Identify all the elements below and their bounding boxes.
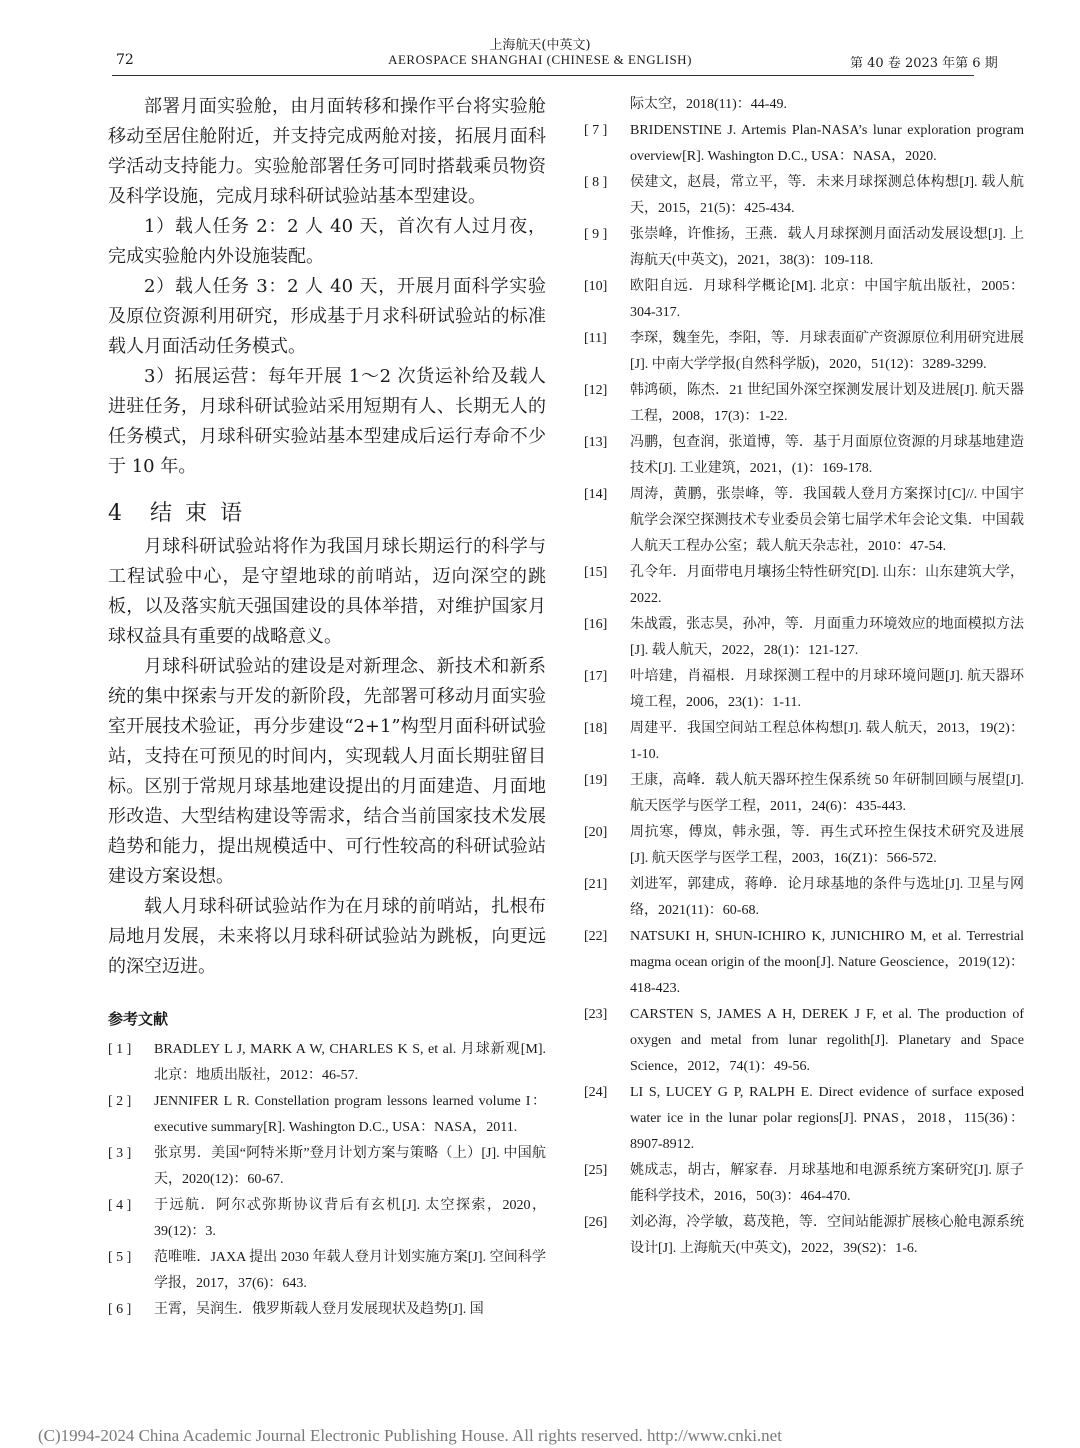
header-rule — [112, 75, 974, 76]
paragraph: 载人月球科研试验站作为在月球的前哨站，扎根布局地月发展，未来将以月球科研试验站为跳板，向更远的深空迈进。 — [108, 896, 546, 977]
reference-text: 孔令年．月面带电月壤扬尘特性研究[D]. 山东：山东建筑大学，2022. — [630, 565, 1024, 606]
reference-text: 姚成志，胡古，解家春．月球基地和电源系统方案研究[J]. 原子能科学技术，2016，50(3)：464-470. — [630, 1163, 1024, 1204]
reference-item — [584, 1080, 1024, 1158]
reference-text: 侯建文，赵晨，常立平，等．未来月球探测总体构想[J]. 载人航天，2015，21(5)：425-434. — [630, 175, 1024, 216]
reference-number: [14] — [584, 487, 608, 502]
reference-number: [20] — [584, 825, 608, 840]
reference-item — [584, 222, 1024, 274]
copyright-footer: (C)1994-2024 China Academic Journal Electronic Publishing House. All rights reserved. http://www.cnki.net — [38, 1426, 782, 1445]
reference-number: [ 1 ] — [108, 1042, 132, 1057]
reference-text: 叶培建，肖福根．月球探测工程中的月球环境问题[J]. 航天器环境工程，2006，23(1)：1-11. — [630, 669, 1024, 710]
references-heading: 参考文献 — [108, 1010, 169, 1028]
reference-text: 韩鸿硕，陈杰．21 世纪国外深空探测发展计划及进展[J]. 航天器工程，2008，17(3)：1-22. — [630, 383, 1024, 424]
reference-item — [584, 716, 1024, 768]
reference-item — [108, 1193, 546, 1245]
reference-text: 周涛，黄鹏，张崇峰，等．我国载人登月方案探讨[C]//. 中国宇航学会深空探测技术专业委员会第七届学术年会论文集．中国载人航天工程办公室；载人航天杂志社，2010：47-54. — [630, 487, 1024, 554]
reference-item — [584, 924, 1024, 1002]
reference-text: 王霄，吴润生．俄罗斯载人登月发展现状及趋势[J]. 国 — [154, 1302, 484, 1317]
reference-item — [584, 560, 1024, 612]
reference-number: [ 8 ] — [584, 175, 608, 190]
reference-text: 朱战霞，张志昊，孙冲，等．月面重力环境效应的地面模拟方法[J]. 载人航天，2022，28(1)：121-127. — [630, 617, 1024, 658]
reference-number: [23] — [584, 1007, 608, 1022]
reference-number: [26] — [584, 1215, 608, 1230]
reference-number: [ 6 ] — [108, 1302, 132, 1317]
reference-continuation — [584, 92, 1024, 118]
reference-text: 于远航．阿尔忒弥斯协议背后有玄机[J]. 太空探索，2020，39(12)：3. — [154, 1198, 546, 1239]
paragraph: 月球科研试验站的建设是对新理念、新技术和新系统的集中探索与开发的新阶段，先部署可移动月面实验室开展技术验证，再分步建设“2+1”构型月面科研试验站，支持在可预见的时间内，实现载人月面长期驻留目标。区别于常规月球基地建设提出的月面建造、月面地形改造、大型结构建设等需求，结合当前国家技术发展趋势和能力，提出规模适中、可行性较高的科研试验站建设方案设想。 — [108, 656, 546, 887]
reference-item — [584, 768, 1024, 820]
reference-item — [108, 1245, 546, 1297]
reference-text: 李琛，魏奎先，李阳，等．月球表面矿产资源原位利用研究进展[J]. 中南大学学报(自然科学版)，2020，51(12)：3289-3299. — [630, 331, 1024, 372]
reference-item — [108, 1141, 546, 1193]
reference-text: 周建平．我国空间站工程总体构想[J]. 载人航天，2013，19(2)：1-10. — [630, 721, 1024, 762]
reference-item — [108, 1037, 546, 1089]
reference-text: 范唯唯．JAXA 提出 2030 年载人登月计划实施方案[J]. 空间科学学报，2017，37(6)：643. — [154, 1250, 546, 1291]
reference-text: 欧阳自远．月球科学概论[M]. 北京：中国宇航出版社，2005：304-317. — [630, 279, 1024, 320]
reference-number: [ 5 ] — [108, 1250, 132, 1265]
reference-list-left — [108, 1037, 546, 1323]
reference-number: [11] — [584, 331, 607, 346]
paragraph: 部署月面实验舱，由月面转移和操作平台将实验舱移动至居住舱附近，并支持完成两舱对接，拓展月面科学活动支持能力。实验舱部署任务可同时搭载乘员物资及科学设施，完成月球科研试验站基本型建设。 — [108, 96, 546, 207]
reference-number: [ 2 ] — [108, 1094, 132, 1109]
reference-text: CARSTEN S, JAMES A H, DEREK J F, et al. The production of oxygen and metal from lunar regolith[J]. Planetary and Space Science，2012，74(1)：49-56. — [630, 1007, 1024, 1074]
reference-text: 王康，高峰．载人航天器环控生保系统 50 年研制回顾与展望[J]. 航天医学与医学工程，2011，24(6)：435-443. — [630, 773, 1024, 814]
reference-number: [25] — [584, 1163, 608, 1178]
reference-text: 际太空，2018(11)：44-49. — [630, 97, 787, 112]
reference-number: [12] — [584, 383, 608, 398]
section-title: 4 结 束 语 — [108, 501, 245, 526]
reference-text: 张崇峰，许惟扬，王燕．载人月球探测月面活动发展设想[J]. 上海航天(中英文)，2021，38(3)：109-118. — [630, 227, 1024, 268]
reference-text: BRIDENSTINE J. Artemis Plan-NASA’s lunar exploration program overview[R]. Washington D.C., USA：NASA，2020. — [630, 123, 1024, 164]
reference-item — [584, 1210, 1024, 1262]
reference-text: BRADLEY L J, MARK A W, CHARLES K S, et al. 月球新观[M]. 北京：地质出版社，2012：46-57. — [154, 1042, 546, 1083]
reference-item — [584, 872, 1024, 924]
paragraph: 1）载人任务 2：2 人 40 天，首次有人过月夜，完成实验舱内外设施装配。 — [108, 216, 546, 267]
reference-number: [ 4 ] — [108, 1198, 132, 1213]
reference-item — [584, 1158, 1024, 1210]
issue-info: 第 40 卷 2023 年第 6 期 — [850, 56, 998, 71]
page-number: 72 — [116, 52, 134, 68]
reference-item — [584, 378, 1024, 430]
reference-number: [17] — [584, 669, 608, 684]
paragraph: 2）载人任务 3：2 人 40 天，开展月面科学实验及原位资源利用研究，形成基于月求科研试验站的标准载人月面活动任务模式。 — [108, 276, 546, 357]
reference-item — [108, 1089, 546, 1141]
reference-number: [10] — [584, 279, 608, 294]
reference-number: [24] — [584, 1085, 608, 1100]
reference-text: NATSUKI H, SHUN-ICHIRO K, JUNICHIRO M, et al. Terrestrial magma ocean origin of the moon[J]. Nature Geoscience，2019(12)：418-423. — [630, 929, 1024, 996]
reference-item — [584, 170, 1024, 222]
reference-number: [ 3 ] — [108, 1146, 132, 1161]
reference-text: 周抗寒，傅岚，韩永强，等．再生式环控生保技术研究及进展[J]. 航天医学与医学工程，2003，16(Z1)：566-572. — [630, 825, 1024, 866]
page-header — [0, 0, 1080, 80]
reference-number: [19] — [584, 773, 608, 788]
reference-number: [13] — [584, 435, 608, 450]
reference-number: [15] — [584, 565, 608, 580]
reference-text: 刘进军，郭建成，蒋峥．论月球基地的条件与选址[J]. 卫星与网络，2021(11)：60-68. — [630, 877, 1024, 918]
reference-item — [584, 274, 1024, 326]
reference-number: [22] — [584, 929, 608, 944]
reference-item — [108, 1297, 546, 1323]
reference-item — [584, 430, 1024, 482]
reference-text: 刘必海，冷学敏，葛茂艳，等．空间站能源扩展核心舱电源系统设计[J]. 上海航天(中英文)，2022，39(S2)：1-6. — [630, 1215, 1024, 1256]
reference-item — [584, 326, 1024, 378]
reference-item — [584, 1002, 1024, 1080]
left-column — [108, 92, 546, 1323]
reference-item — [584, 118, 1024, 170]
paragraph: 3）拓展运营：每年开展 1～2 次货运补给及载人进驻任务，月球科研试验站采用短期有人、长期无人的任务模式，月球科研实验站基本型建成后运行寿命不少于 10 年。 — [108, 366, 546, 477]
reference-item — [584, 482, 1024, 560]
reference-item — [584, 612, 1024, 664]
reference-number: [18] — [584, 721, 608, 736]
reference-text: LI S, LUCEY G P, RALPH E. Direct evidence of surface exposed water ice in the lunar polar regions[J]. PNAS，2018，115(36)：8907-8912. — [630, 1085, 1024, 1152]
reference-item — [584, 820, 1024, 872]
right-column — [584, 92, 1024, 1262]
reference-text: 张京男．美国“阿特米斯”登月计划方案与策略（上）[J]. 中国航天，2020(12)：60-67. — [154, 1146, 546, 1187]
reference-text: 冯鹏，包查润，张道博，等．基于月面原位资源的月球基地建造技术[J]. 工业建筑，2021，(1)：169-178. — [630, 435, 1024, 476]
reference-number: [ 9 ] — [584, 227, 608, 242]
reference-text: JENNIFER L R. Constellation program lessons learned volume I：executive summary[R]. Washington D.C., USA：NASA，2011. — [154, 1094, 546, 1135]
reference-number: [21] — [584, 877, 608, 892]
reference-number: [ 7 ] — [584, 123, 608, 138]
reference-item — [584, 664, 1024, 716]
paragraph: 月球科研试验站将作为我国月球长期运行的科学与工程试验中心，是守望地球的前哨站，迈向深空的跳板，以及落实航天强国建设的具体举措，对维护国家月球权益具有重要的战略意义。 — [108, 536, 546, 647]
reference-number: [16] — [584, 617, 608, 632]
journal-title-en: AEROSPACE SHANGHAI (CHINESE & ENGLISH) — [388, 52, 692, 67]
journal-title-cn: 上海航天(中英文) — [489, 38, 591, 53]
